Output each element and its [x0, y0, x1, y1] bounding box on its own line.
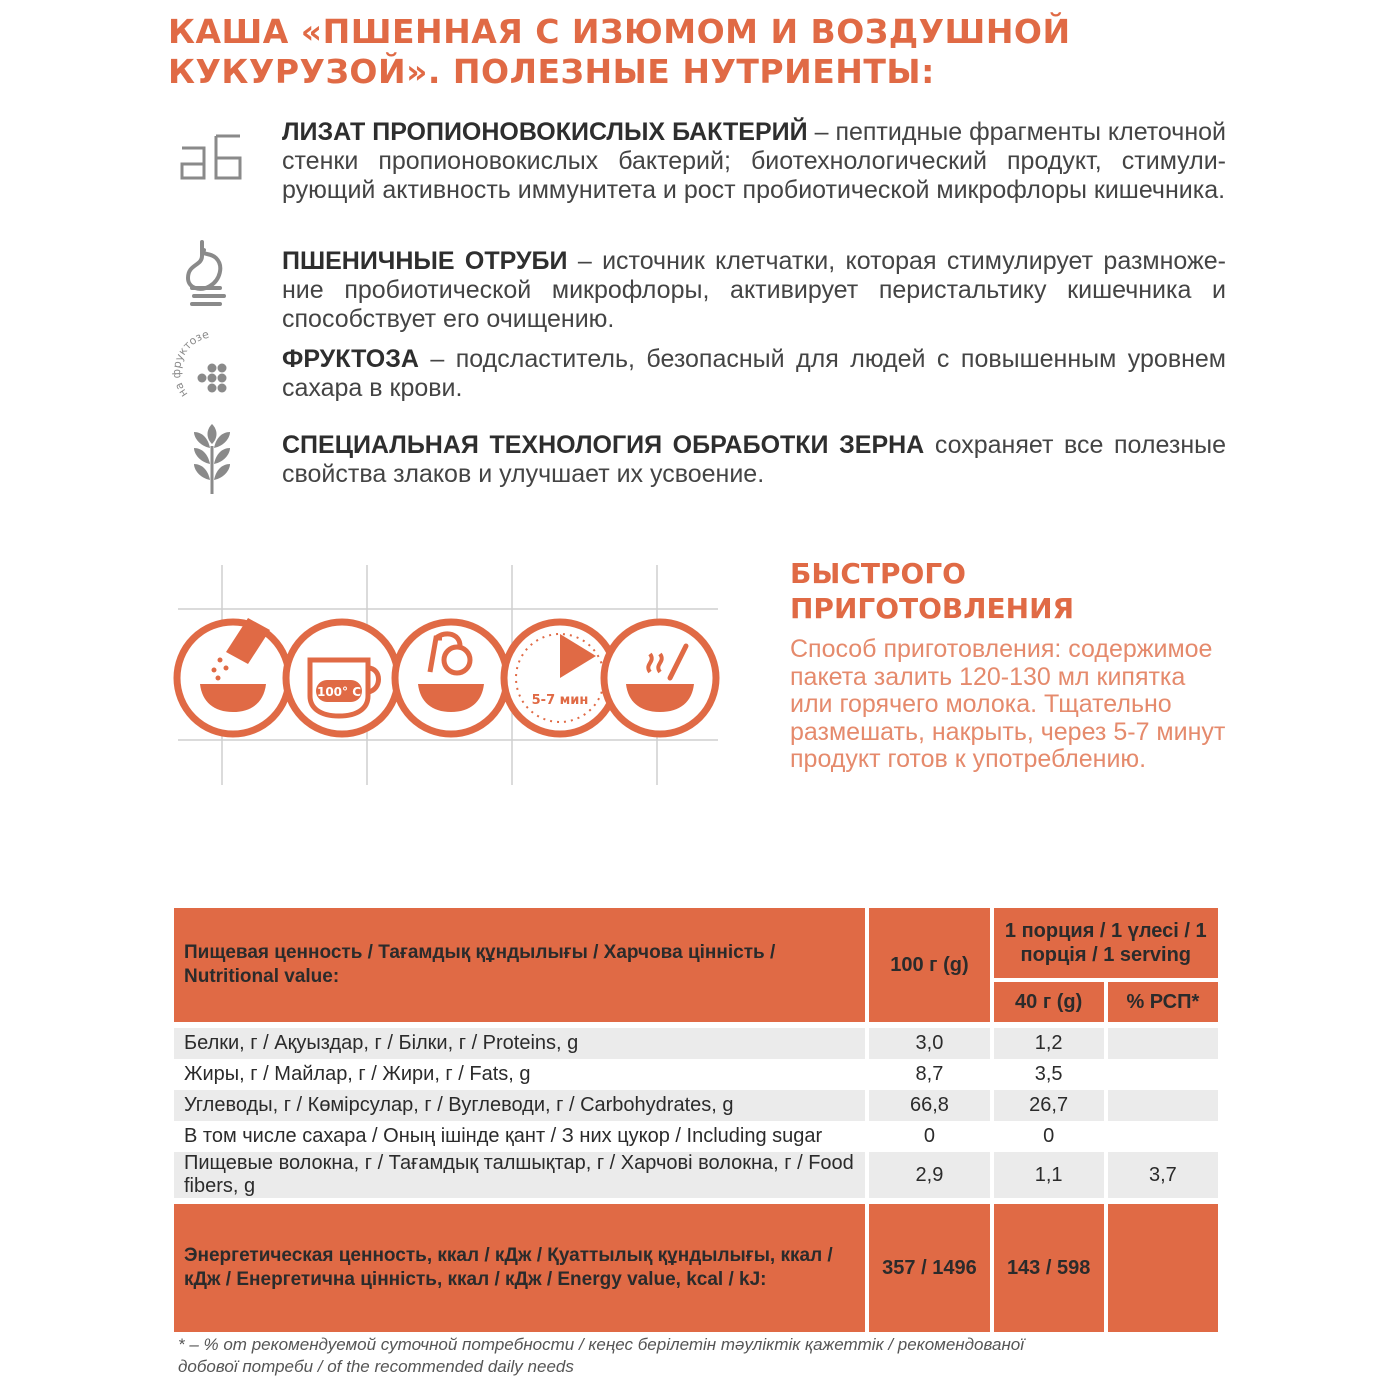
nutrient-name: ФРУКТОЗА: [282, 345, 419, 373]
preparation-title: [790, 556, 1074, 626]
energy-value-40g: 143 / 598: [994, 1204, 1104, 1332]
nutrient-text: – подсластитель, безопасный для людей с повышенным уровнем сахара в крови.: [282, 345, 1226, 402]
row-value-40g: 1,1: [994, 1152, 1104, 1198]
row-value-rsp: [1108, 1121, 1218, 1152]
preparation-steps: [170, 560, 730, 790]
svg-text:на фруктозе: [172, 332, 210, 400]
row-value-100g: 3,0: [869, 1028, 989, 1059]
row-value-100g: 2,9: [869, 1152, 989, 1198]
row-label: Белки, г / Ақуыздар, г / Білки, г / Proteins, g: [174, 1028, 865, 1059]
row-label: Пищевые волокна, г / Тағамдық талшықтар, г / Харчові волокна, г / Food fibers, g: [174, 1152, 865, 1198]
row-value-100g: 66,8: [869, 1090, 989, 1121]
table-row: [174, 1121, 1218, 1152]
energy-label: Энергетическая ценность, ккал / кДж / Қуаттылық құндылығы, ккал / кДж / Енергетична цінність, ккал / кДж / Energy value, kcal / kJ:: [174, 1204, 865, 1332]
row-value-40g: 26,7: [994, 1090, 1104, 1121]
row-value-40g: 0: [1043, 1125, 1055, 1147]
col-rsp: % РСП*: [1108, 978, 1218, 1022]
cooking-time-label: 5-7 мин: [531, 693, 589, 708]
preparation-title-line-2: ПРИГОТОВЛЕНИЯ: [790, 592, 1075, 625]
nutrient-text: сохраняет все полезные свойства злаков и улучшает их усвоение.: [282, 431, 1226, 488]
row-value-40g: 1,2: [994, 1028, 1104, 1059]
footnote: * – % от рекомендуемой суточной потребности / кеңес берілетін тәуліктік қажеттік / рекомендованої добової потреби / of the recommended daily needs: [178, 1335, 1025, 1376]
row-value-rsp: 3,7: [1108, 1152, 1218, 1198]
row-value-rsp: [1108, 1090, 1218, 1121]
nutrient-propionic: [282, 118, 1226, 205]
nutrient-text: – источник клетчатки, которая стимулирует размноже-ние пробиотической микрофлоры, активирует перистальтику кишечника и способствует его очищению.: [282, 247, 1226, 333]
step-timer-icon: [504, 622, 616, 734]
energy-value-100g: 357 / 1496: [869, 1204, 989, 1332]
nutrient-text: – пептидные фрагменты клеточной стенки пропионовокислых бактерий; биотехнологический продукт, стимули-рующий активность иммунитета и рост пробиотической микрофлоры кишечника.: [282, 118, 1226, 204]
col-100g: 100 г (g): [869, 908, 989, 1022]
nutrient-name: ЛИЗАТ ПРОПИОНОВОКИСЛЫХ БАКТЕРИЙ: [282, 118, 808, 146]
row-value-rsp: [1108, 1059, 1218, 1090]
col-portion: 1 порция / 1 үлесі / 1 порція / 1 serving: [994, 908, 1218, 978]
row-value-100g: 0: [923, 1125, 935, 1147]
table-row: [174, 1059, 1218, 1090]
energy-value-rsp: [1108, 1204, 1218, 1332]
row-value-rsp: [1108, 1028, 1218, 1059]
table-row: [174, 1152, 1218, 1198]
step-stir-icon: [395, 622, 507, 734]
energy-row: [174, 1204, 1218, 1332]
fructose-icon: [172, 332, 252, 412]
table-row: [174, 1028, 1218, 1059]
preparation-text: Способ приготовления: содержимое пакета залить 120-130 мл кипятка или горячего молока. Тщательно размешать, накрыть, через 5-7 минут продукт готов к употреблению.: [790, 635, 1226, 773]
step-bowl-icon: [604, 622, 716, 734]
ab-icon: [172, 118, 252, 198]
table-row: [174, 1090, 1218, 1121]
fructose-icon-label: на уктозе: [172, 332, 211, 400]
page-title: [168, 12, 1248, 92]
preparation-title-line-1: БЫСТРОГО: [790, 557, 966, 590]
title-line-1: КАША «ПШЕННАЯ С ИЗЮМОМ И ВОЗДУШНОЙ: [168, 12, 1071, 51]
nutrient-name: СПЕЦИАЛЬНАЯ ТЕХНОЛОГИЯ ОБРАБОТКИ ЗЕРНА: [282, 431, 925, 459]
nutrition-table: [170, 908, 1222, 1332]
row-label: Углеводы, г / Көмірсулар, г / Вуглеводи, г / Carbohydrates, g: [174, 1090, 865, 1121]
nutrient-bran: [282, 247, 1226, 334]
wheat-icon: [172, 418, 252, 498]
row-label: В том числе сахара / Оның ішінде қант / З них цукор / Including sugar: [184, 1125, 823, 1147]
boiling-temp-label: 100° С: [316, 685, 362, 699]
step-pour-icon: [177, 618, 289, 734]
nutrient-fructose: [282, 345, 1226, 403]
stomach-icon: [172, 236, 252, 316]
col-40g: 40 г (g): [994, 978, 1104, 1022]
row-value-100g: 8,7: [915, 1063, 944, 1085]
title-line-2: КУКУРУЗОЙ». ПОЛЕЗНЫЕ НУТРИЕНТЫ:: [168, 52, 935, 91]
nutrient-name: ПШЕНИЧНЫЕ ОТРУБИ: [282, 247, 568, 275]
row-label: Жиры, г / Майлар, г / Жири, г / Fats, g: [184, 1063, 531, 1085]
table-header-label: Пищевая ценность / Тағамдық құндылығы / Харчова цінність / Nutritional value:: [174, 908, 865, 1022]
step-kettle-icon: [286, 622, 398, 734]
nutrient-grain-tech: [282, 431, 1226, 489]
row-value-40g: 3,5: [1034, 1063, 1063, 1085]
